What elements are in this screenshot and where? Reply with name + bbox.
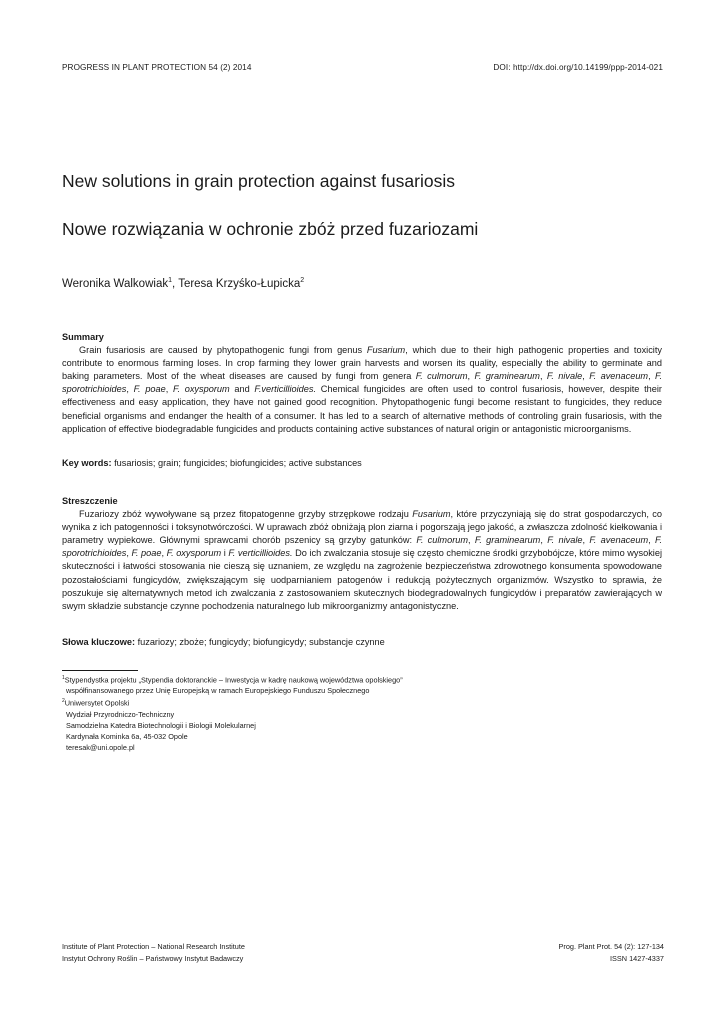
slowa-kluczowe-line [62, 637, 385, 647]
slowa-kluczowe-text: fuzariozy; zboże; fungicydy; biofungicydy; substancje czynne [135, 637, 385, 647]
authors-line [62, 277, 304, 290]
summary-section [62, 331, 662, 436]
slowa-kluczowe-label: Słowa kluczowe: [62, 637, 136, 647]
author-separator: , [172, 277, 179, 290]
footnotes [62, 673, 662, 753]
footnote-2-email[interactable]: teresak@uni.opole.pl [66, 742, 135, 752]
author-2-affiliation-mark: 2 [300, 277, 305, 284]
streszczenie-heading: Streszczenie [62, 496, 118, 506]
summary-text: Grain fusariosis are caused by phytopathogenic fungi from genus Fusarium, which due to their high pathogenic properties and toxicity contribute to enormous farming loses. In crop farming they lower grain harvests and worsen its quality, especially the ability to germinate and baking parameters. Most of the wheat diseases are caused by fungi from genera F. culmorum, F. graminearum, F. nivale, F. avenaceum, F. sporotrichioides, F. poae, F. oxysporum and F.verticillioides. Chemical fungicides are often used to control fusariosis, however, despite their effectiveness and easy application, they have not gained good recognition. Phytopathogenic fungi become resistant to fungicides, they reduce beneficial organisms and endanger the health of a consumer. It has led to a search of alternative methods of controling grain fusariosis, with the application of effective biodegradable fungicides and products containing active substances of natural origin or antagonistic microorganisms. [62, 345, 663, 434]
footnote-1-line-1: $^1$Stypendystka projektu „Stypendia doktoranckie – Inwestycja w kadrę naukową województwa opolskiego” [62, 675, 403, 685]
summary-heading: Summary [62, 332, 104, 342]
keywords-text: fusariosis; grain; fungicides; biofungicides; active substances [111, 458, 362, 468]
title-polish: Nowe rozwiązania w ochronie zbóż przed fuzariozami [62, 219, 479, 239]
footnote-2-line-4: Kardynała Kominka 6a, 45-032 Opole [66, 731, 188, 741]
footnote-2-line-2: Wydział Przyrodniczo-Techniczny [66, 709, 175, 719]
streszczenie-section [62, 495, 662, 613]
footer-citation-pages: Prog. Plant Prot. 54 (2): 127-134 [558, 942, 664, 951]
running-header-doi[interactable]: DOI: http://dx.doi.org/10.14199/ppp-2014-021 [493, 63, 663, 72]
footnote-2-line-3: Samodzielna Katedra Biotechnologii i Biologii Molekularnej [66, 720, 256, 730]
keywords-label: Key words: [62, 458, 112, 468]
author-1-affiliation-mark: 1 [168, 277, 172, 284]
footnote-2-line-1: $^2$Uniwersytet Opolski [62, 698, 130, 708]
streszczenie-text: Fuzariozy zbóż wywoływane są przez fitopatogenne grzyby strzępkowe rodzaju Fusarium, które przyczyniają się do strat gospodarczych, co wynika z ich patogenności i toksynotwórczości. W uprawach zbóż obniżają plon ziarna i pogorszają jego jakość, a zwłaszcza zdolność kiełkowania i parametry wypiekowe. Głównymi sprawcami chorób pszenicy są grzyby gatunków: F. culmorum, F. graminearum, F. nivale, F. avenaceum, F. sporotrichioides, F. poae, F. oxysporum i F. verticillioides. Do ich zwalczania stosuje się często chemiczne środki grzybobójcze, które mimo wysokiej skuteczności i łatwości stosowania nie cieszą się uznaniem, ze względu na zagrożenie bezpieczeństwa zdrowotnego konsumenta spowodowane pozostałościami fungicydów, zwiększającym się uodparnianiem patogenów i redukcją pożytecznych organizmów. Wszystko to sprawia, że poszukuje się alternatywnych metod ich zwalczania z zastosowaniem skutecznych biodegradowalnych fungicydów i preparatów zawierających w swym składzie substancje czynne pochodzenia naturalnego lub mikroorganizmy antagonistyczne. [62, 509, 663, 611]
title-english: New solutions in grain protection against fusariosis [62, 171, 455, 191]
keywords-line [62, 458, 362, 468]
author-1: Weronika Walkowiak [62, 277, 169, 290]
footnote-1-line-2: współfinansowanego przez Unię Europejską w ramach Europejskiego Funduszu Społecznego [66, 686, 370, 696]
author-2: Teresa Krzyśko-Łupicka [178, 277, 301, 290]
footer-citation [559, 941, 664, 964]
footer-issn: ISSN 1427-4337 [610, 953, 664, 963]
footnote-divider [62, 670, 138, 671]
footer-institute-en: Institute of Plant Protection – National Research Institute [62, 942, 245, 951]
running-header-journal: PROGRESS IN PLANT PROTECTION 54 (2) 2014 [62, 63, 252, 72]
footer-institute-pl: Instytut Ochrony Roślin – Państwowy Instytut Badawczy [62, 953, 244, 963]
footer-institute [62, 941, 245, 964]
